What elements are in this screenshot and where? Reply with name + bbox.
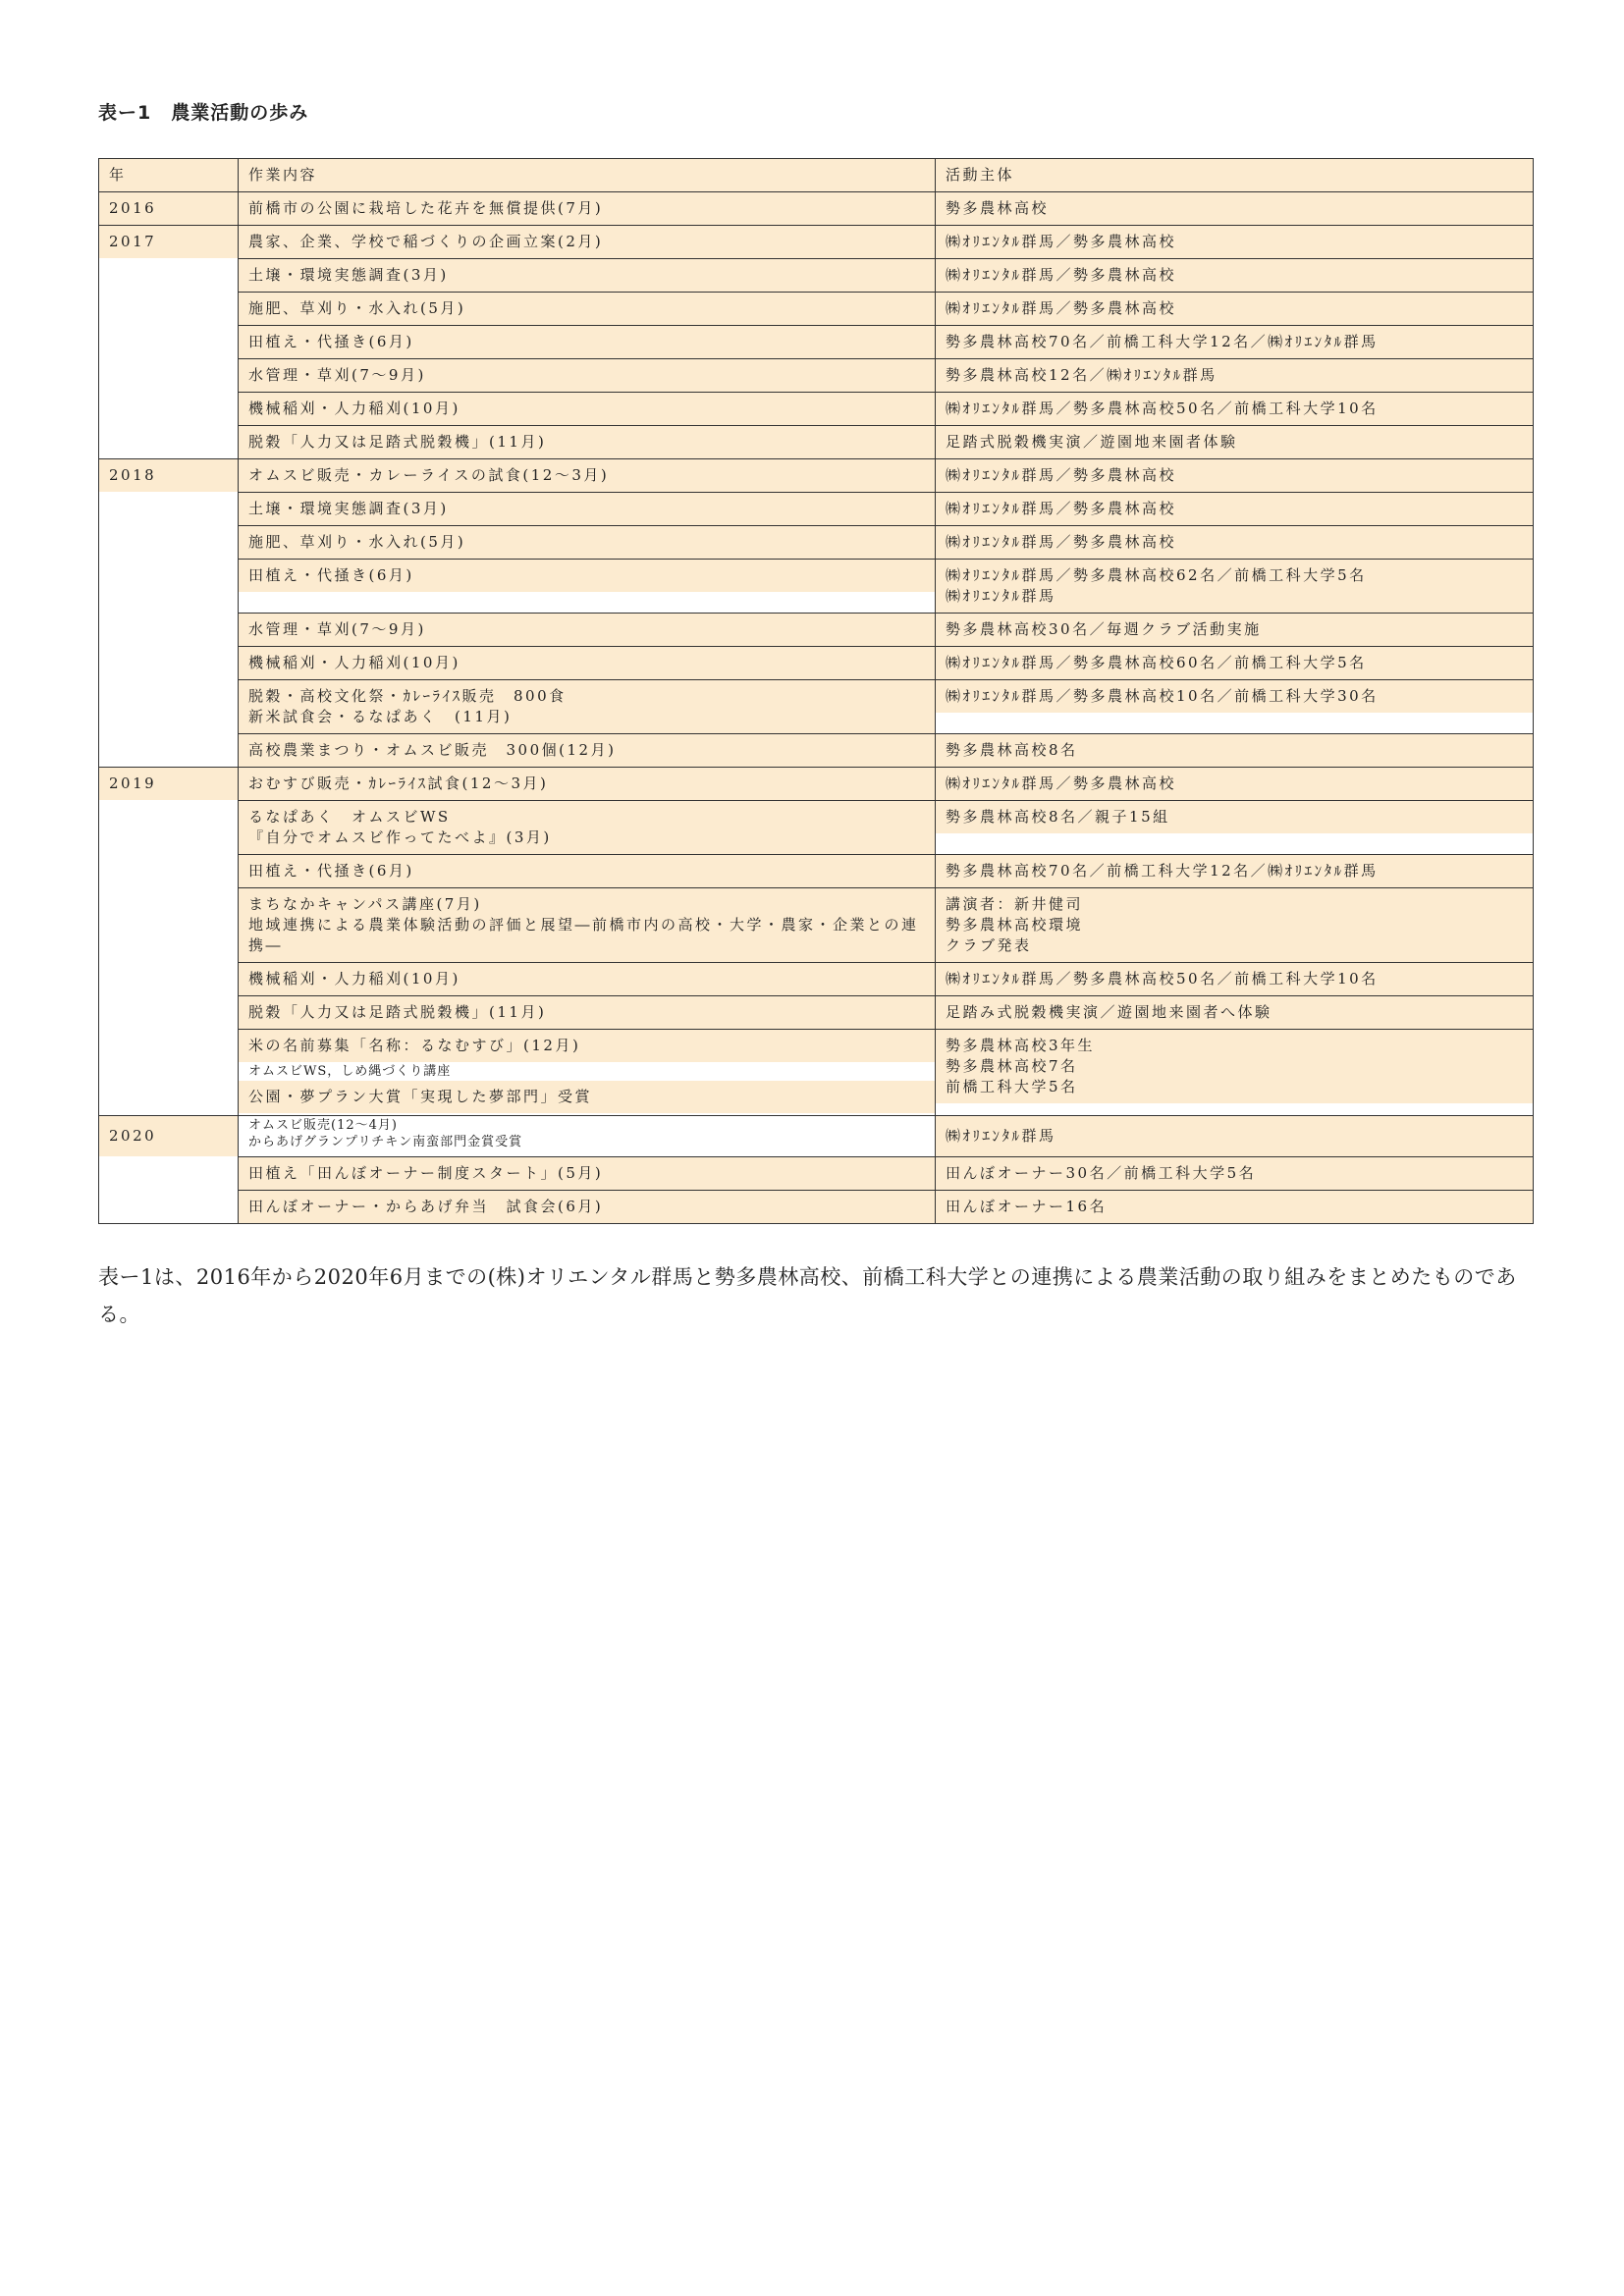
table-row <box>99 963 1534 996</box>
task-cell: 機械稲刈・人力稲刈(10月) <box>239 647 935 679</box>
actor-cell: 勢多農林高校30名／毎週クラブ活動実施 <box>936 614 1533 646</box>
task-cell: 水管理・草刈(7～9月) <box>239 359 935 392</box>
actor-cell: 勢多農林高校8名／親子15組 <box>936 801 1533 833</box>
task-cell: 前橋市の公園に栽培した花卉を無償提供(7月) <box>239 192 935 225</box>
task-cell: 施肥、草刈り・水入れ(5月) <box>239 526 935 559</box>
activity-table <box>98 158 1534 1224</box>
task-cell: 土壌・環境実態調査(3月) <box>239 493 935 525</box>
actor-cell: 勢多農林高校8名 <box>936 734 1533 767</box>
year-label: 2019 <box>99 768 238 800</box>
actor-cell: 田んぼオーナー16名 <box>936 1191 1533 1223</box>
task-cell: るなぱあく オムスビWS 『自分でオムスビ作ってたべよ』(3月) <box>239 801 935 854</box>
actor-cell: ㈱ｵﾘｴﾝﾀﾙ群馬／勢多農林高校10名／前橋工科大学30名 <box>936 680 1533 713</box>
table-row <box>99 326 1534 359</box>
table-header-row <box>99 159 1534 192</box>
actor-cell: 勢多農林高校12名／㈱ｵﾘｴﾝﾀﾙ群馬 <box>936 359 1533 392</box>
actor-cell: ㈱ｵﾘｴﾝﾀﾙ群馬 <box>936 1116 1533 1156</box>
task-cell: 機械稲刈・人力稲刈(10月) <box>239 963 935 995</box>
task-cell: 田植え・代掻き(6月) <box>239 560 935 592</box>
table-row <box>99 426 1534 459</box>
task-cell: 田植え・代掻き(6月) <box>239 326 935 358</box>
actor-cell: 勢多農林高校 <box>936 192 1533 225</box>
task-cell: 田植え・代掻き(6月) <box>239 855 935 887</box>
table-row <box>99 560 1534 614</box>
actor-cell: ㈱ｵﾘｴﾝﾀﾙ群馬／勢多農林高校 <box>936 459 1533 492</box>
year-label: 2016 <box>99 192 238 225</box>
table-row <box>99 1157 1534 1191</box>
task-cell: 高校農業まつり・オムスビ販売 300個(12月) <box>239 734 935 767</box>
task-cell: 水管理・草刈(7～9月) <box>239 614 935 646</box>
year-label: 2020 <box>99 1116 238 1156</box>
table-row <box>99 1030 1534 1116</box>
table-row <box>99 888 1534 963</box>
table-row <box>99 493 1534 526</box>
actor-cell: ㈱ｵﾘｴﾝﾀﾙ群馬／勢多農林高校50名／前橋工科大学10名 <box>936 963 1533 995</box>
actor-cell: 足踏み式脱穀機実演／遊園地来園者へ体験 <box>936 996 1533 1029</box>
actor-cell: ㈱ｵﾘｴﾝﾀﾙ群馬／勢多農林高校60名／前橋工科大学5名 <box>936 647 1533 679</box>
table-row <box>99 192 1534 226</box>
table-row <box>99 1191 1534 1224</box>
table-description: 表ー1は、2016年から2020年6月までの(株)オリエンタル群馬と勢多農林高校、前橋工科大学との連携による農業活動の取り組みをまとめたものである。 <box>98 1265 1517 1326</box>
task-cell: 米の名前募集「名称：るなむすび」(12月) <box>239 1030 935 1062</box>
table-row <box>99 768 1534 801</box>
actor-cell: ㈱ｵﾘｴﾝﾀﾙ群馬／勢多農林高校62名／前橋工科大学5名 ㈱ｵﾘｴﾝﾀﾙ群馬 <box>936 560 1533 613</box>
actor-cell: ㈱ｵﾘｴﾝﾀﾙ群馬／勢多農林高校50名／前橋工科大学10名 <box>936 393 1533 425</box>
actor-cell: 足踏式脱穀機実演／遊園地来園者体験 <box>936 426 1533 458</box>
actor-cell: 勢多農林高校70名／前橋工科大学12名／㈱ｵﾘｴﾝﾀﾙ群馬 <box>936 855 1533 887</box>
task-subnote: オムスビWS，しめ縄づくり講座 <box>239 1062 935 1081</box>
table-row <box>99 226 1534 259</box>
task-cell: 土壌・環境実態調査(3月) <box>239 259 935 292</box>
actor-cell: 勢多農林高校70名／前橋工科大学12名／㈱ｵﾘｴﾝﾀﾙ群馬 <box>936 326 1533 358</box>
task-cell: オムスビ販売(12～4月) からあげグランプリチキン南蛮部門金賞受賞 <box>239 1116 935 1151</box>
actor-cell: ㈱ｵﾘｴﾝﾀﾙ群馬／勢多農林高校 <box>936 293 1533 325</box>
actor-cell: ㈱ｵﾘｴﾝﾀﾙ群馬／勢多農林高校 <box>936 768 1533 800</box>
task-cell: 脱穀・高校文化祭・ｶﾚｰﾗｲｽ販売 800食 新米試食会・るなぱあく (11月) <box>239 680 935 733</box>
task-cell: オムスビ販売・カレーライスの試食(12～3月) <box>239 459 935 492</box>
task-cell: 田んぼオーナー・からあげ弁当 試食会(6月) <box>239 1191 935 1223</box>
table-row <box>99 614 1534 647</box>
table-row <box>99 1116 1534 1157</box>
actor-cell: ㈱ｵﾘｴﾝﾀﾙ群馬／勢多農林高校 <box>936 493 1533 525</box>
table-row <box>99 680 1534 734</box>
header-year: 年 <box>99 159 238 191</box>
task-cell: 脱穀「人力又は足踏式脱穀機」(11月) <box>239 426 935 458</box>
header-task: 作業内容 <box>239 159 935 191</box>
table-row <box>99 293 1534 326</box>
task-cell: まちなかキャンパス講座(7月) 地域連携による農業体験活動の評価と展望―前橋市内の高校・大学・農家・企業との連携― <box>239 888 935 962</box>
year-label: 2017 <box>99 226 238 258</box>
table-row <box>99 855 1534 888</box>
actor-cell: 講演者：新井健司 勢多農林高校環境 クラブ発表 <box>936 888 1533 962</box>
actor-cell: ㈱ｵﾘｴﾝﾀﾙ群馬／勢多農林高校 <box>936 226 1533 258</box>
actor-cell: ㈱ｵﾘｴﾝﾀﾙ群馬／勢多農林高校 <box>936 526 1533 559</box>
table-row <box>99 801 1534 855</box>
table-row <box>99 459 1534 493</box>
task-cell: 施肥、草刈り・水入れ(5月) <box>239 293 935 325</box>
table-row <box>99 996 1534 1030</box>
table-row <box>99 526 1534 560</box>
table-caption: 表ー1 農業活動の歩み <box>98 102 309 124</box>
table-row <box>99 734 1534 768</box>
task-cell: 脱穀「人力又は足踏式脱穀機」(11月) <box>239 996 935 1029</box>
year-label: 2018 <box>99 459 238 492</box>
actor-cell: ㈱ｵﾘｴﾝﾀﾙ群馬／勢多農林高校 <box>936 259 1533 292</box>
actor-cell: 勢多農林高校3年生 勢多農林高校7名 前橋工科大学5名 <box>936 1030 1533 1103</box>
task-cell: おむすび販売・ｶﾚｰﾗｲｽ試食(12～3月) <box>239 768 935 800</box>
table-row <box>99 259 1534 293</box>
table-row <box>99 647 1534 680</box>
table-row <box>99 359 1534 393</box>
actor-cell: 田んぼオーナー30名／前橋工科大学5名 <box>936 1157 1533 1190</box>
task-cell: 田植え「田んぼオーナー制度スタート」(5月) <box>239 1157 935 1190</box>
task-cell: 公園・夢プラン大賞「実現した夢部門」受賞 <box>239 1081 935 1113</box>
header-actor: 活動主体 <box>936 159 1533 191</box>
task-cell: 機械稲刈・人力稲刈(10月) <box>239 393 935 425</box>
table-row <box>99 393 1534 426</box>
task-cell: 農家、企業、学校で稲づくりの企画立案(2月) <box>239 226 935 258</box>
